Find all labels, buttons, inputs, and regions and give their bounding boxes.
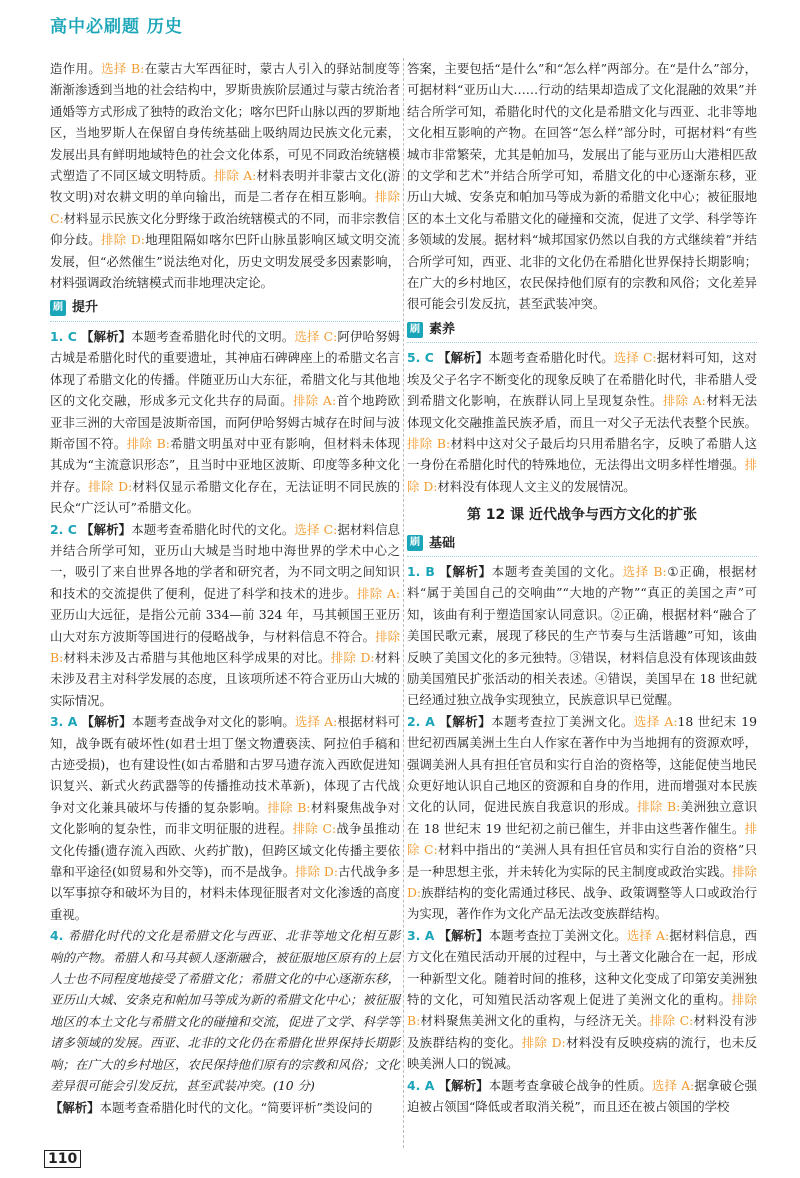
question-number: 1. C bbox=[50, 328, 77, 344]
question-number: 4. bbox=[50, 928, 64, 944]
body-text: 材料没有体现人文主义的发展情况。 bbox=[437, 478, 636, 494]
body-text: 首个地跨欧亚非三洲的大帝国是波斯帝国，而阿伊哈努姆古城存在时间与波斯帝国不符。 bbox=[50, 393, 401, 451]
option-marker: 选择 A: bbox=[294, 714, 338, 730]
analysis-tag: 【解析】 bbox=[50, 1099, 100, 1115]
body-text: 材料中这对父子最后均只用希腊名字，反映了希腊人这一身份在希腊化时代的特殊地位，无法得出文明多样性增强。 bbox=[407, 435, 758, 473]
section-heading-suyang bbox=[407, 319, 757, 343]
analysis-tag: 【解析】 bbox=[438, 1077, 489, 1093]
section-title: 提升 bbox=[72, 300, 99, 316]
answer-q2 bbox=[50, 519, 400, 712]
body-text: 本题考查拉丁美洲文化。 bbox=[491, 713, 634, 729]
section-title: 素养 bbox=[429, 321, 456, 337]
body-text: 材料无法体现文化交融推盖民族矛盾，而且一对父子无法代表整个民族。 bbox=[407, 393, 758, 430]
body-text: 据材料可知，这对埃及父子名字不断变化的现象反映了在希腊化时代，非希腊人受到希腊文化影响，在族群认同上呈现复杂性。 bbox=[407, 350, 758, 409]
body-text: 战争虽推动文化传播(遗存流入西欧、火药扩散)，但跨区域文化传播主要依靠和平途径(如贸易和外交等)，而不是战争。 bbox=[50, 821, 401, 880]
body-text: 材料中指出的“美洲人具有担任官员和实行自治的资格”只是一种思想主张，并未转化为实际的民主制度或政治实践。 bbox=[407, 842, 758, 879]
option-marker: 排除 A: bbox=[662, 393, 706, 409]
section-heading-tisheng bbox=[50, 297, 400, 321]
answer-lesson12-q1 bbox=[407, 561, 757, 711]
option-marker: 选择 A: bbox=[626, 927, 670, 943]
option-marker: 排除 B: bbox=[50, 628, 401, 665]
column-divider bbox=[403, 58, 405, 1148]
section-title: 基础 bbox=[429, 535, 456, 551]
analysis-tag: 【解析】 bbox=[81, 328, 132, 344]
question-number: 2. A bbox=[407, 713, 435, 729]
option-marker: 排除 A: bbox=[293, 393, 337, 409]
question-number: 1. B bbox=[407, 563, 435, 579]
question-number: 3. A bbox=[407, 927, 435, 943]
body-text: 据材料信息并结合所学可知，亚历山大城是当时地中海世界的学术中心之一，吸引了来自世界各地的学者和研究者，为不同文明之间知识和技术的交流提供了便利，促进了科学和技术的进步。 bbox=[50, 521, 401, 601]
body-text: 材料聚焦美洲文化的重构，与经济无关。 bbox=[420, 1013, 650, 1029]
body-text: 阿伊哈努姆古城是希腊化时代的重要遗址，其神庙石碑碑座上的希腊文名言体现了希腊文化的传播。伴随亚历山大东征，希腊文化与其他地区的文化交融，形成多元文化共存的局面。 bbox=[50, 328, 401, 409]
body-text: 材料表明并非蒙古文化(游牧文明)对农耕文明的单向输出，而是二者存在相互影响。 bbox=[50, 168, 401, 205]
body-text: 材料聚焦战争对文化影响的复杂性，而非文明征服的进程。 bbox=[50, 799, 401, 837]
body-text: 材料仅显示希腊文化存在，无法证明不同民族的民众“广泛认可”希腊文化。 bbox=[50, 478, 400, 516]
analysis-tag: 【解析】 bbox=[81, 521, 132, 537]
body-text: 材料未涉及君主对科学发展的态度，且该项所述不符合亚历山大城的实际情况。 bbox=[50, 649, 401, 708]
option-marker: 排除 B: bbox=[126, 435, 170, 451]
option-marker: 排除 A: bbox=[356, 585, 401, 601]
option-marker: 排除 D: bbox=[101, 232, 145, 248]
option-marker: 排除 A: bbox=[213, 168, 257, 184]
option-marker: 排除 B: bbox=[407, 992, 758, 1029]
book-header: 高中必刷题 历史 bbox=[50, 17, 183, 37]
body-text: 18 世纪末 19 世纪初西属美洲土生白人作家在著作中为当地拥有的资源欢呼，强调美洲人具有担任官员和实行自治的资格等，这能促使当地民众更好地认识自己地区的资源和自身的作用，进而增强对本民族文化的认同，促进民族自我意识的形成。 bbox=[407, 713, 758, 815]
body-text: 造作用。 bbox=[50, 61, 102, 76]
option-marker: 选择 C: bbox=[613, 350, 657, 366]
analysis-tag: 【解析】 bbox=[81, 714, 132, 730]
option-marker: 排除 D: bbox=[407, 863, 758, 901]
question-number: 3. A bbox=[50, 714, 78, 730]
answer-q4 bbox=[50, 925, 400, 1096]
lesson-title: 第 12 课 近代战争与西方文化的扩张 bbox=[466, 507, 698, 524]
answer-lesson12-q2 bbox=[407, 711, 757, 925]
body-text: 亚历山大远征，是指公元前 334—前 324 年，马其顿国王亚历山大对东方波斯等国进行的侵略战争，与材料信息不符合。 bbox=[50, 607, 400, 644]
option-marker: 排除 D: bbox=[330, 649, 375, 665]
option-marker: 排除 C: bbox=[292, 821, 337, 837]
option-marker: 排除 B: bbox=[637, 799, 681, 815]
body-text: 本题考查美国的文化。 bbox=[491, 563, 623, 579]
analysis-tag: 【解析】 bbox=[439, 713, 492, 729]
body-text: 本题考查拉丁美洲文化。 bbox=[488, 927, 627, 943]
option-marker: 排除 D: bbox=[407, 457, 757, 494]
answer-lesson12-q4 bbox=[407, 1075, 757, 1118]
body-text: 材料未涉及古希腊与其他地区科学成果的对比。 bbox=[63, 649, 331, 665]
body-text: 地理阻隔如喀尔巴阡山脉虽影响区域文明交流发展，但“必然催生”说法绝对化，历史文明发展受多因素影响，材料强调政治统辖模式而非地理决定论。 bbox=[50, 232, 400, 291]
body-text: 本题考查拿破仑战争的性质。 bbox=[488, 1077, 652, 1093]
option-marker: 选择 C: bbox=[294, 521, 338, 537]
option-marker: 排除 B: bbox=[407, 435, 451, 451]
option-marker: 选择 A: bbox=[633, 713, 678, 729]
left-column bbox=[50, 58, 400, 1118]
body-text: 本题考查希腊化时代的文化。 bbox=[131, 521, 295, 537]
section-heading-jichu bbox=[407, 533, 757, 557]
question-number: 5. C bbox=[407, 350, 434, 366]
option-marker: 排除 C: bbox=[649, 1013, 694, 1029]
analysis-tag: 【解析】 bbox=[438, 927, 489, 943]
answer-lesson12-q3 bbox=[407, 925, 757, 1075]
body-text: 据材料信息，西方文化在殖民活动开展的过程中，与土著文化融合在一起，形成一种新型文化。随着时间的推移，这种文化变成了印第安美洲独特的文化，可知殖民活动客观上促进了美洲文化的重构。 bbox=[407, 927, 758, 1008]
analysis-tag: 【解析】 bbox=[438, 350, 489, 366]
body-text: 族群结构的变化需通过移民、战争、政策调整等人口或政治行为实现，著作作为文化产品无法改变族群结构。 bbox=[407, 885, 757, 922]
option-marker: 排除 D: bbox=[295, 864, 339, 880]
answer-q4-analysis bbox=[50, 1097, 400, 1118]
option-marker: 选择 C: bbox=[294, 328, 338, 344]
body-text: 希腊文明虽对中亚有影响，但材料未体现其成为“主流意识形态”，且当时中亚地区波斯、印度等多种文化并存。 bbox=[50, 435, 401, 494]
option-marker: 选择 B: bbox=[622, 563, 667, 579]
body-text: 美洲独立意识在 18 世纪末 19 世纪初之前已催生，并非由这些著作催生。 bbox=[407, 799, 758, 836]
answer-q1 bbox=[50, 326, 400, 519]
continued-explanation bbox=[50, 58, 400, 293]
answer-q5 bbox=[407, 347, 757, 497]
body-text: 据拿破仑强迫被占领国“降低或者取消关税”，而且还在被占领国的学校 bbox=[407, 1077, 758, 1115]
page-number: 110 bbox=[44, 1150, 81, 1168]
body-text: 本题考查希腊化时代的文化。“简要评析”类设问的 bbox=[99, 1099, 373, 1115]
body-text: ①正确，根据材料“属于美国自己的交响曲”“大地的产物”“真正的美国之声”可知，该曲有利于塑造国家认同意识。②正确，根据材料“融合了美国民歌元素，展现了移民的生产节奏与生活谐趣”可知，该曲反映了美国文化的多元独特。③错误，材料信息没有体现该曲鼓励美国殖民扩张活动的相关表述。④错误，美国早在 18 世纪就已经通过独立战争实现独立，民族意识早已觉醒。 bbox=[407, 563, 758, 708]
body-text: 材料没有反映疫病的流行，也未反映美洲人口的锐减。 bbox=[407, 1034, 757, 1072]
body-text: 本题考查希腊化时代的文明。 bbox=[131, 328, 295, 344]
option-marker: 选择 A: bbox=[651, 1077, 695, 1093]
body-text: 古代战争多以军事掠夺和破坏为目的，材料未体现征服者对文化渗透的高度重视。 bbox=[50, 864, 400, 922]
answer-q3 bbox=[50, 711, 400, 925]
body-text: 根据材料可知，战争既有破坏性(如君士坦丁堡文物遭亵渎、阿拉伯手稿和古迹受损)，也有建设性(如古希腊和古罗马遗存流入西欧促进知识复兴、新式火药武器等的传播推动技术革新)，体现了古代战争对文化兼具破坏与传播的复杂影响。 bbox=[50, 714, 401, 815]
body-text: 答案，主要包括“是什么”和“怎么样”两部分。在“是什么”部分，可据材料“亚历山大……行动的结果却造成了文化混融的效果”并结合所学可知，希腊化时代的文化是希腊文化与西亚、北非等地文化相互影响的产物。在回答“怎么样”部分时，可据材料“有些城市非常繁荣，尤其是帕加马，发展出了能与亚历山大港相匹敌的文学和艺术”并结合所学可知，希腊文化的中心逐渐东移，亚历山大城、安条克和帕加马等成为新的希腊文化中心；被征服地区的本土文化与希腊文化的碰撞和交流，促进了文学、科学等许多领域的发展。据材料“城邦国家仍然以自我的方式继续着”并结合所学可知，西亚、北非的文化仍在希腊化世界保持长期影响；在广大的乡村地区，农民保持他们原有的宗教和风俗；文化差异很可能会引发反抗，甚至武装冲突。 bbox=[407, 61, 757, 312]
essay-answer-text: 希腊化时代的文化是希腊文化与西亚、北非等地文化相互影响的产物。希腊人和马其顿人逐渐融合，被征服地区原有的上层人士也不同程度地接受了希腊文化；希腊文化的中心逐渐东移，亚历山大城、安条克和帕加马等成为新的希腊文化中心；被征服地区的本土文化与希腊文化的碰撞和交流，促进了文学、科学等诸多领域的发展。西亚、北非的文化仍在希腊化世界保持长期影响；在广大的乡村地区，农民保持他们原有的宗教和风俗；文化差异很可能会引发反抗，甚至武装冲突。(10 分) bbox=[50, 928, 401, 1094]
option-marker: 排除 C: bbox=[50, 189, 401, 226]
option-marker: 排除 B: bbox=[267, 799, 311, 815]
body-text: 在蒙古大军西征时，蒙古人引入的驿站制度等渐渐渗透到当地的社会结构中，罗斯贵族阶层通过与蒙古统治者通婚等方式形成了独特的政治文化；喀尔巴阡山脉以西的罗斯地区，当地罗斯人在保留自身传统基础上吸纳周边民族文化元素，发展出具有鲜明地域特色的社会文化体系，可见不同政治统辖模式塑造了不同区域文明特质。 bbox=[50, 61, 401, 184]
section-badge-icon: 刷 bbox=[50, 300, 66, 316]
option-marker: 排除 C: bbox=[407, 820, 757, 858]
question-number: 4. A bbox=[407, 1077, 435, 1093]
continued-analysis bbox=[407, 58, 757, 315]
analysis-tag: 【解析】 bbox=[439, 563, 492, 579]
right-column bbox=[407, 58, 757, 1118]
section-badge-icon: 刷 bbox=[407, 322, 423, 338]
body-text: 本题考查战争对文化的影响。 bbox=[131, 714, 295, 730]
option-marker: 选择 B: bbox=[101, 61, 145, 76]
section-badge-icon: 刷 bbox=[407, 535, 423, 551]
question-number: 2. C bbox=[50, 521, 77, 537]
body-text: 材料显示民族文化分野缘于政治统辖模式的不同，而非宗教信仰分歧。 bbox=[50, 210, 400, 248]
option-marker: 排除 D: bbox=[521, 1034, 566, 1050]
option-marker: 排除 D: bbox=[88, 478, 133, 494]
body-text: 本题考查希腊化时代。 bbox=[488, 350, 614, 366]
body-text: 材料没有涉及族群结构的变化。 bbox=[407, 1013, 758, 1050]
